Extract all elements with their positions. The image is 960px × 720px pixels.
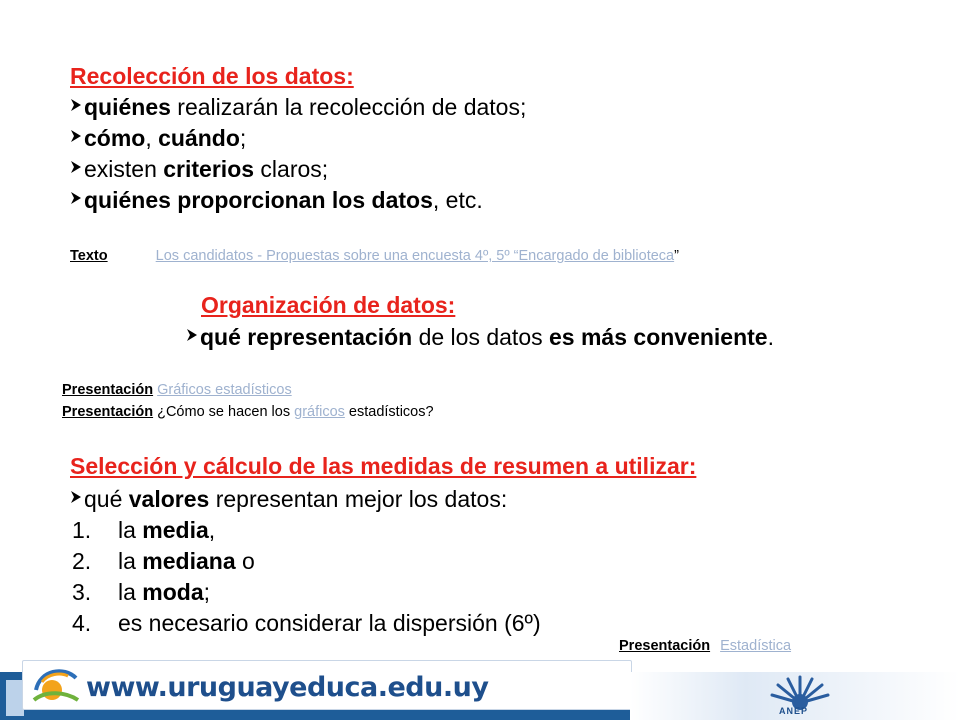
medidas-list (72, 515, 541, 639)
texto-row (70, 248, 679, 264)
bold-text: cuándo (158, 125, 240, 151)
uruguayeduca-logo-icon[interactable] (30, 660, 82, 708)
text: de los datos (412, 324, 549, 350)
medida-item (72, 608, 541, 639)
text: , etc. (432, 187, 483, 213)
recoleccion-bullet-item (70, 156, 328, 183)
recoleccion-bullet-item (70, 187, 483, 214)
heading-recoleccion: Recolección de los datos: (70, 63, 354, 89)
arrow-bullet-icon (70, 97, 84, 117)
text: la (118, 548, 143, 574)
text: , (145, 125, 159, 151)
text: la (118, 517, 143, 543)
medida-item (72, 515, 541, 546)
text: ; (203, 579, 211, 605)
text: o (235, 548, 255, 574)
presentacion-label: Presentación (619, 638, 711, 654)
presentacion-link[interactable]: gráficos (294, 404, 345, 420)
recoleccion-bullet-item (70, 125, 246, 152)
list-number: 3. (72, 579, 92, 605)
bold-text: quiénes (84, 94, 171, 120)
heading-seleccion: Selección y cálculo de las medidas de resumen a utilizar: (70, 453, 697, 479)
texto-label: Texto (70, 248, 108, 264)
anep-label: ANEP (779, 706, 809, 716)
organizacion-bullet (186, 324, 774, 351)
medida-item (72, 577, 541, 608)
bold-text: criterios (163, 156, 255, 182)
list-number: 1. (72, 517, 92, 543)
text: es necesario considerar la dispersión (6º) (118, 610, 541, 636)
arrow-bullet-icon (70, 489, 84, 509)
text: qué (84, 486, 129, 512)
bold-text: valores (128, 486, 210, 512)
presentacion-row (62, 404, 434, 420)
bold-text: mediana (142, 548, 236, 574)
arrow-bullet-icon (70, 128, 84, 148)
bold-text: media (142, 517, 209, 543)
text: realizarán la recolección de datos; (170, 94, 527, 120)
text: claros; (254, 156, 329, 182)
texto-suffix: ” (674, 248, 679, 264)
text: , (208, 517, 216, 543)
arrow-bullet-icon (70, 159, 84, 179)
bold-text: qué representación (200, 324, 413, 350)
presentacion-label: Presentación (62, 382, 154, 398)
text: la (118, 579, 143, 605)
list-number: 2. (72, 548, 92, 574)
estadistica-link[interactable]: Estadística (720, 638, 792, 654)
arrow-bullet-icon (70, 190, 84, 210)
seleccion-bullet (70, 486, 507, 513)
presentacion-row (62, 382, 292, 398)
text: representan mejor los datos: (209, 486, 508, 512)
text: existen (84, 156, 164, 182)
heading-organizacion: Organización de datos: (201, 292, 456, 318)
presentacion-link[interactable]: Gráficos estadísticos (157, 382, 292, 398)
presentacion-label: Presentación (62, 404, 154, 420)
footer-banner (0, 650, 960, 720)
bold-text: quiénes proporcionan los datos (84, 187, 433, 213)
bold-text: es más conveniente (549, 324, 768, 350)
presentacion-text: ¿Cómo se hacen los (153, 404, 295, 420)
site-url[interactable]: www.uruguayeduca.edu.uy (86, 672, 489, 703)
text: ; (239, 125, 247, 151)
arrow-bullet-icon (186, 327, 200, 347)
presentacion-text: estadísticos? (344, 404, 434, 420)
list-number: 4. (72, 610, 92, 636)
bold-text: moda (142, 579, 204, 605)
bold-text: cómo (84, 125, 146, 151)
texto-link[interactable]: Los candidatos - Propuestas sobre una encuesta 4º, 5º “Encargado de biblioteca (155, 248, 675, 264)
recoleccion-bullet-item (70, 94, 526, 121)
text: . (767, 324, 774, 350)
medida-item (72, 546, 541, 577)
